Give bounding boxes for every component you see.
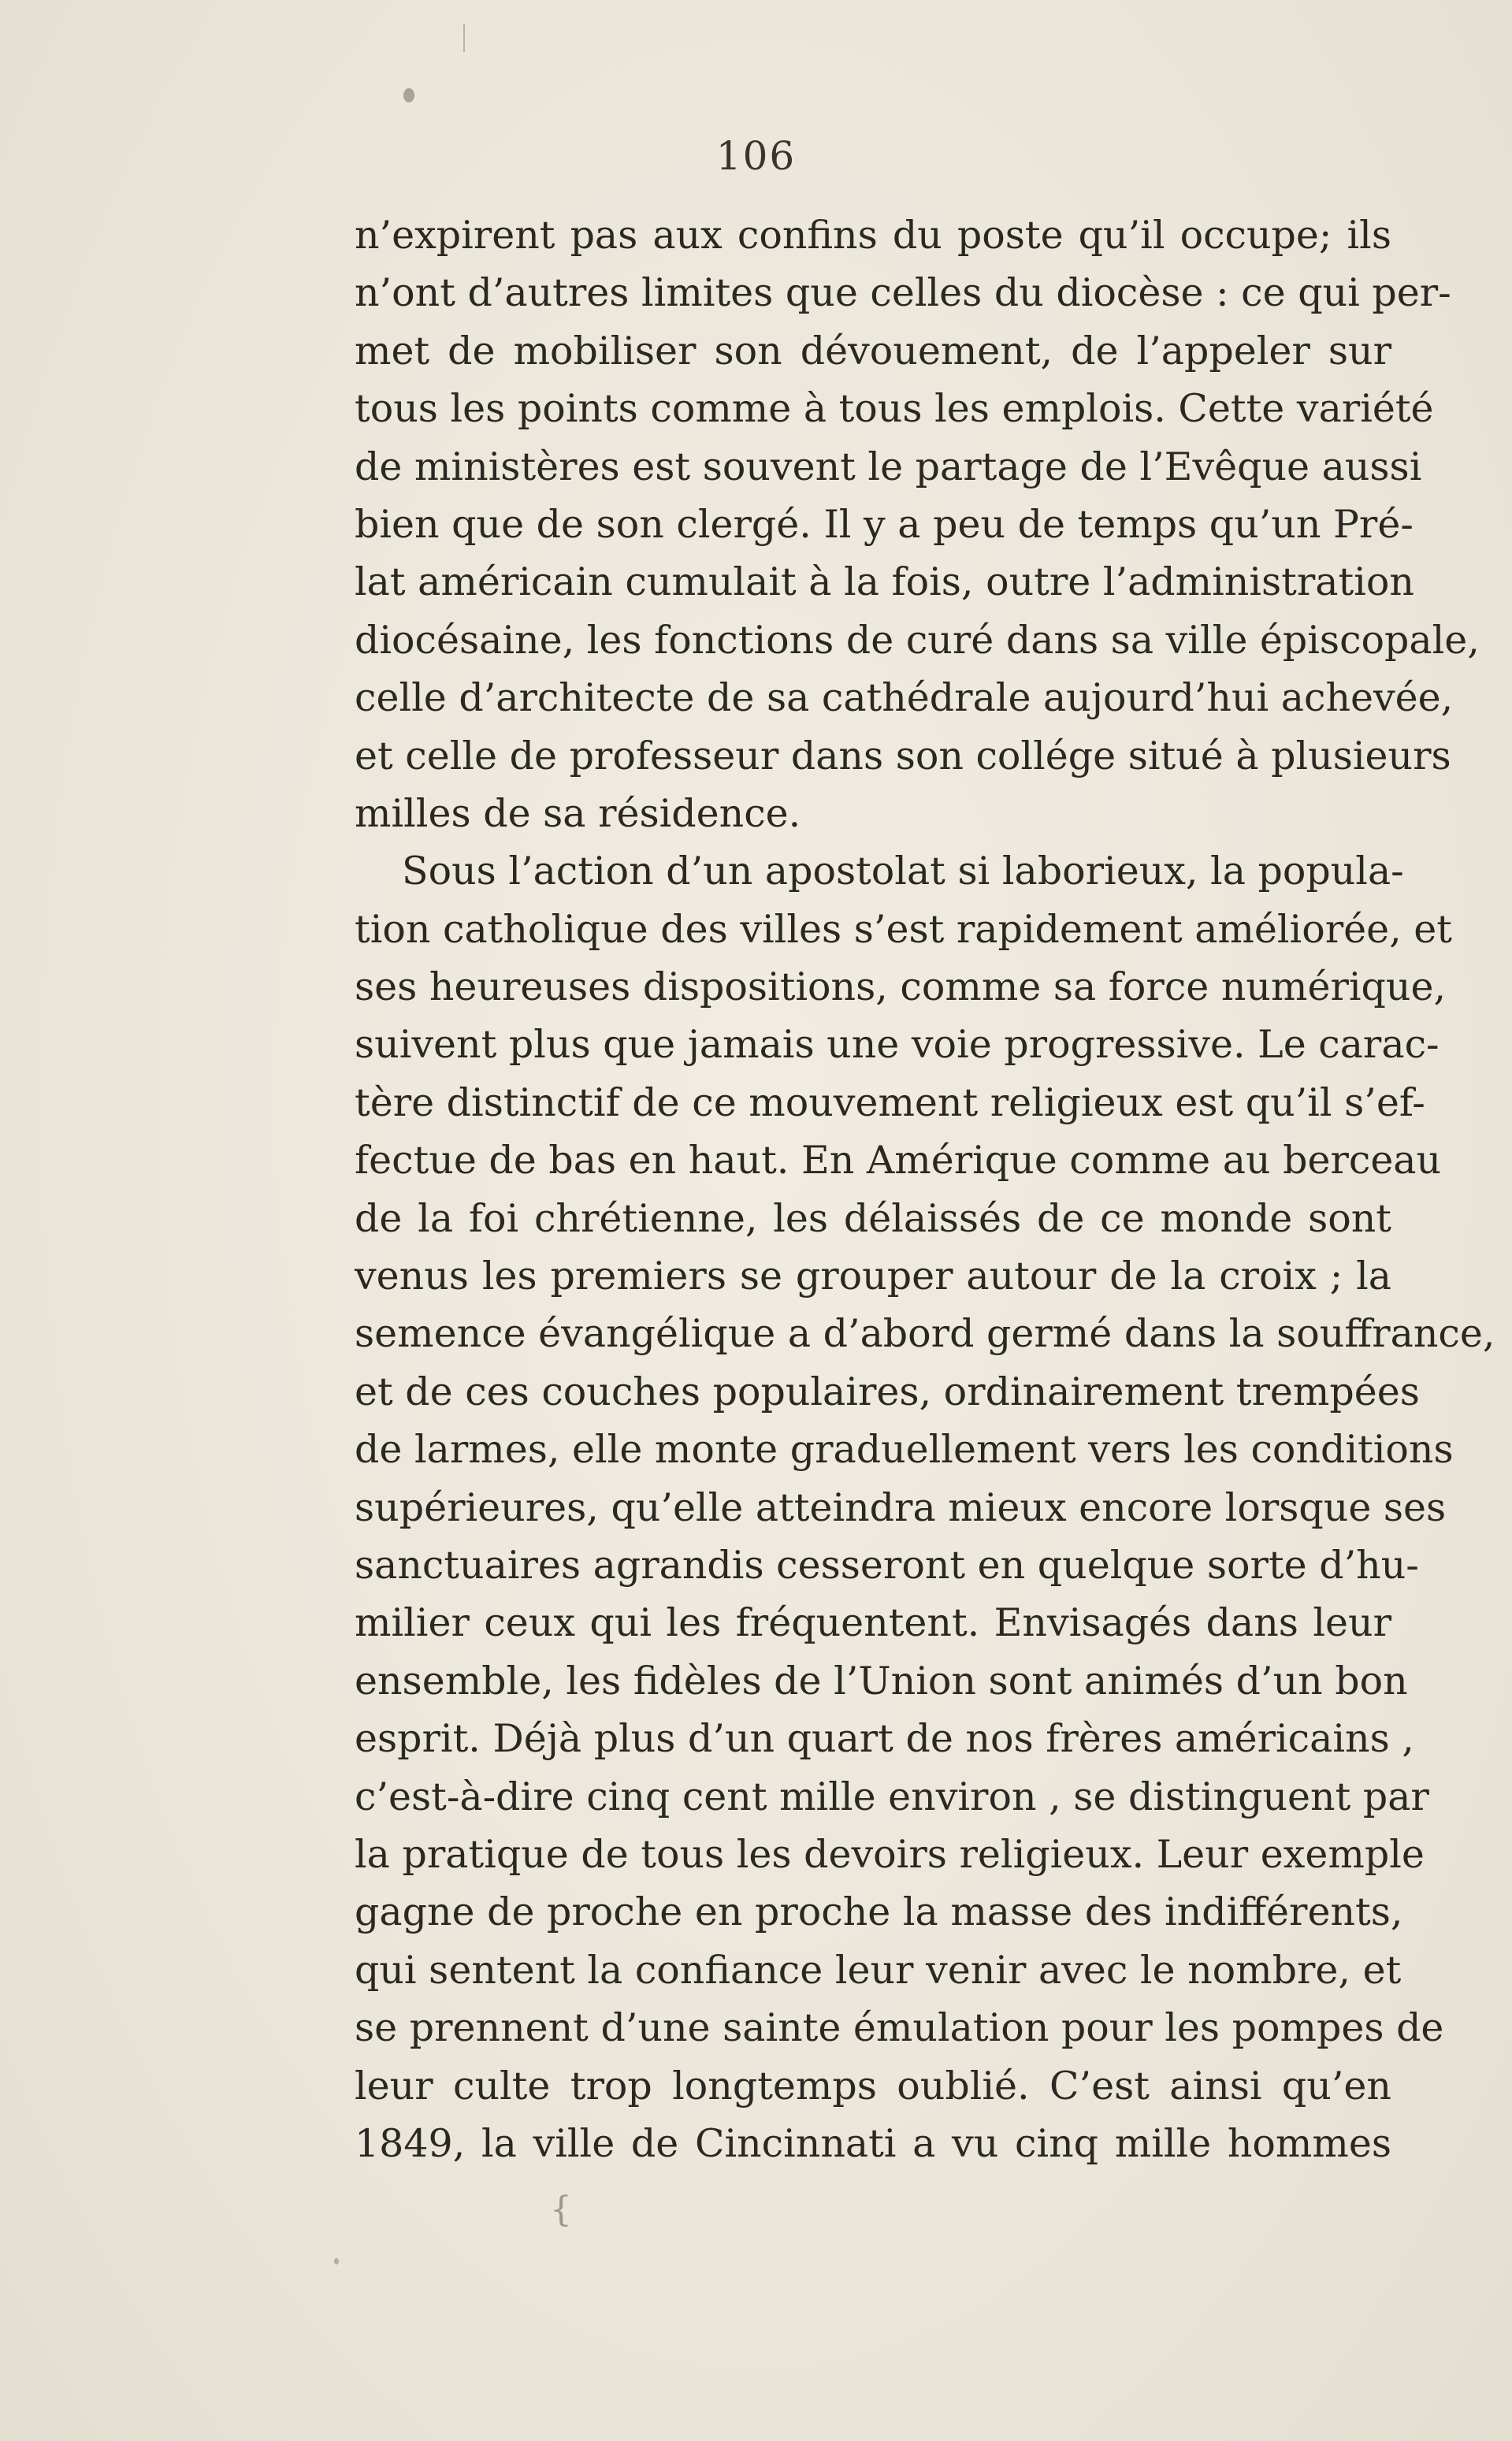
text-line: la pratique de tous les devoirs religieux. Leur exemple (355, 1831, 1425, 1877)
text-line: tère distinctif de ce mouvement religieux est qu’il s’ef- (355, 1079, 1425, 1125)
text-line: 1849, la ville de Cincinnati a vu cinq mille hommes (355, 2120, 1391, 2166)
text-line: gagne de proche en proche la masse des indifférents, (355, 1889, 1403, 1935)
text-line: venus les premiers se grouper autour de la croix ; la (355, 1254, 1391, 1299)
text-line: de larmes, elle monte graduellement vers les conditions (355, 1427, 1454, 1473)
text-line: c’est-à-dire cinq cent mille environ , se distinguent par (355, 1774, 1429, 1819)
text-line: supérieures, qu’elle atteindra mieux encore lorsque ses (355, 1484, 1447, 1530)
ink-spot (403, 88, 414, 102)
text-line: ensemble, les fidèles de l’Union sont animés d’un bon (355, 1658, 1408, 1703)
text-line: semence évangélique a d’abord germé dans la souffrance, (355, 1311, 1495, 1357)
text-line: et de ces couches populaires, ordinairement trempées (355, 1369, 1420, 1414)
text-line: n’ont d’autres limites que celles du diocèse : ce qui per- (355, 270, 1451, 316)
text-line: met de mobiliser son dévouement, de l’appeler sur (355, 328, 1391, 373)
text-line: sanctuaires agrandis cesseront en quelque sorte d’hu- (355, 1542, 1419, 1588)
margin-mark (463, 24, 465, 52)
text-line: bien que de son clergé. Il y a peu de temps qu’un Pré- (355, 501, 1414, 547)
text-line: tion catholique des villes s’est rapidement améliorée, et (355, 906, 1452, 952)
text-line: esprit. Déjà plus d’un quart de nos frères américains , (355, 1716, 1414, 1762)
text-line: celle d’architecte de sa cathédrale aujourd’hui achevée, (355, 675, 1454, 721)
paper-speck (334, 2258, 339, 2265)
text-line: et celle de professeur dans son collége situé à plusieurs (355, 733, 1451, 778)
text-line: n’expirent pas aux confins du poste qu’il occupe; ils (355, 213, 1391, 258)
page-number: 106 (715, 133, 797, 179)
body-text (355, 206, 1495, 2172)
text-line: se prennent d’une sainte émulation pour les pompes de (355, 2005, 1444, 2051)
text-line: de ministères est souvent le partage de l’Evêque aussi (355, 444, 1422, 489)
text-line: qui sentent la confiance leur venir avec le nombre, et (355, 1947, 1402, 1993)
text-line: leur culte trop longtemps oublié. C’est ainsi qu’en (355, 2063, 1391, 2108)
text-line: suivent plus que jamais une voie progressive. Le carac- (355, 1022, 1440, 1068)
text-line: diocésaine, les fonctions de curé dans sa ville épiscopale, (355, 617, 1480, 663)
paragraph-end-line: milles de sa résidence. (355, 790, 801, 836)
text-line: de la foi chrétienne, les délaissés de ce monde sont (355, 1195, 1391, 1241)
text-line: ses heureuses dispositions, comme sa force numérique, (355, 964, 1447, 1010)
paragraph-start-line: Sous l’action d’un apostolat si laborieux, la popula- (402, 849, 1404, 894)
text-line: milier ceux qui les fréquentent. Envisagés dans leur (355, 1600, 1391, 1646)
bottom-mark: { (550, 2190, 572, 2230)
text-line: fectue de bas en haut. En Amérique comme au berceau (355, 1138, 1442, 1183)
text-line: lat américain cumulait à la fois, outre l’administration (355, 559, 1414, 605)
text-line: tous les points comme à tous les emplois. Cette variété (355, 386, 1434, 432)
